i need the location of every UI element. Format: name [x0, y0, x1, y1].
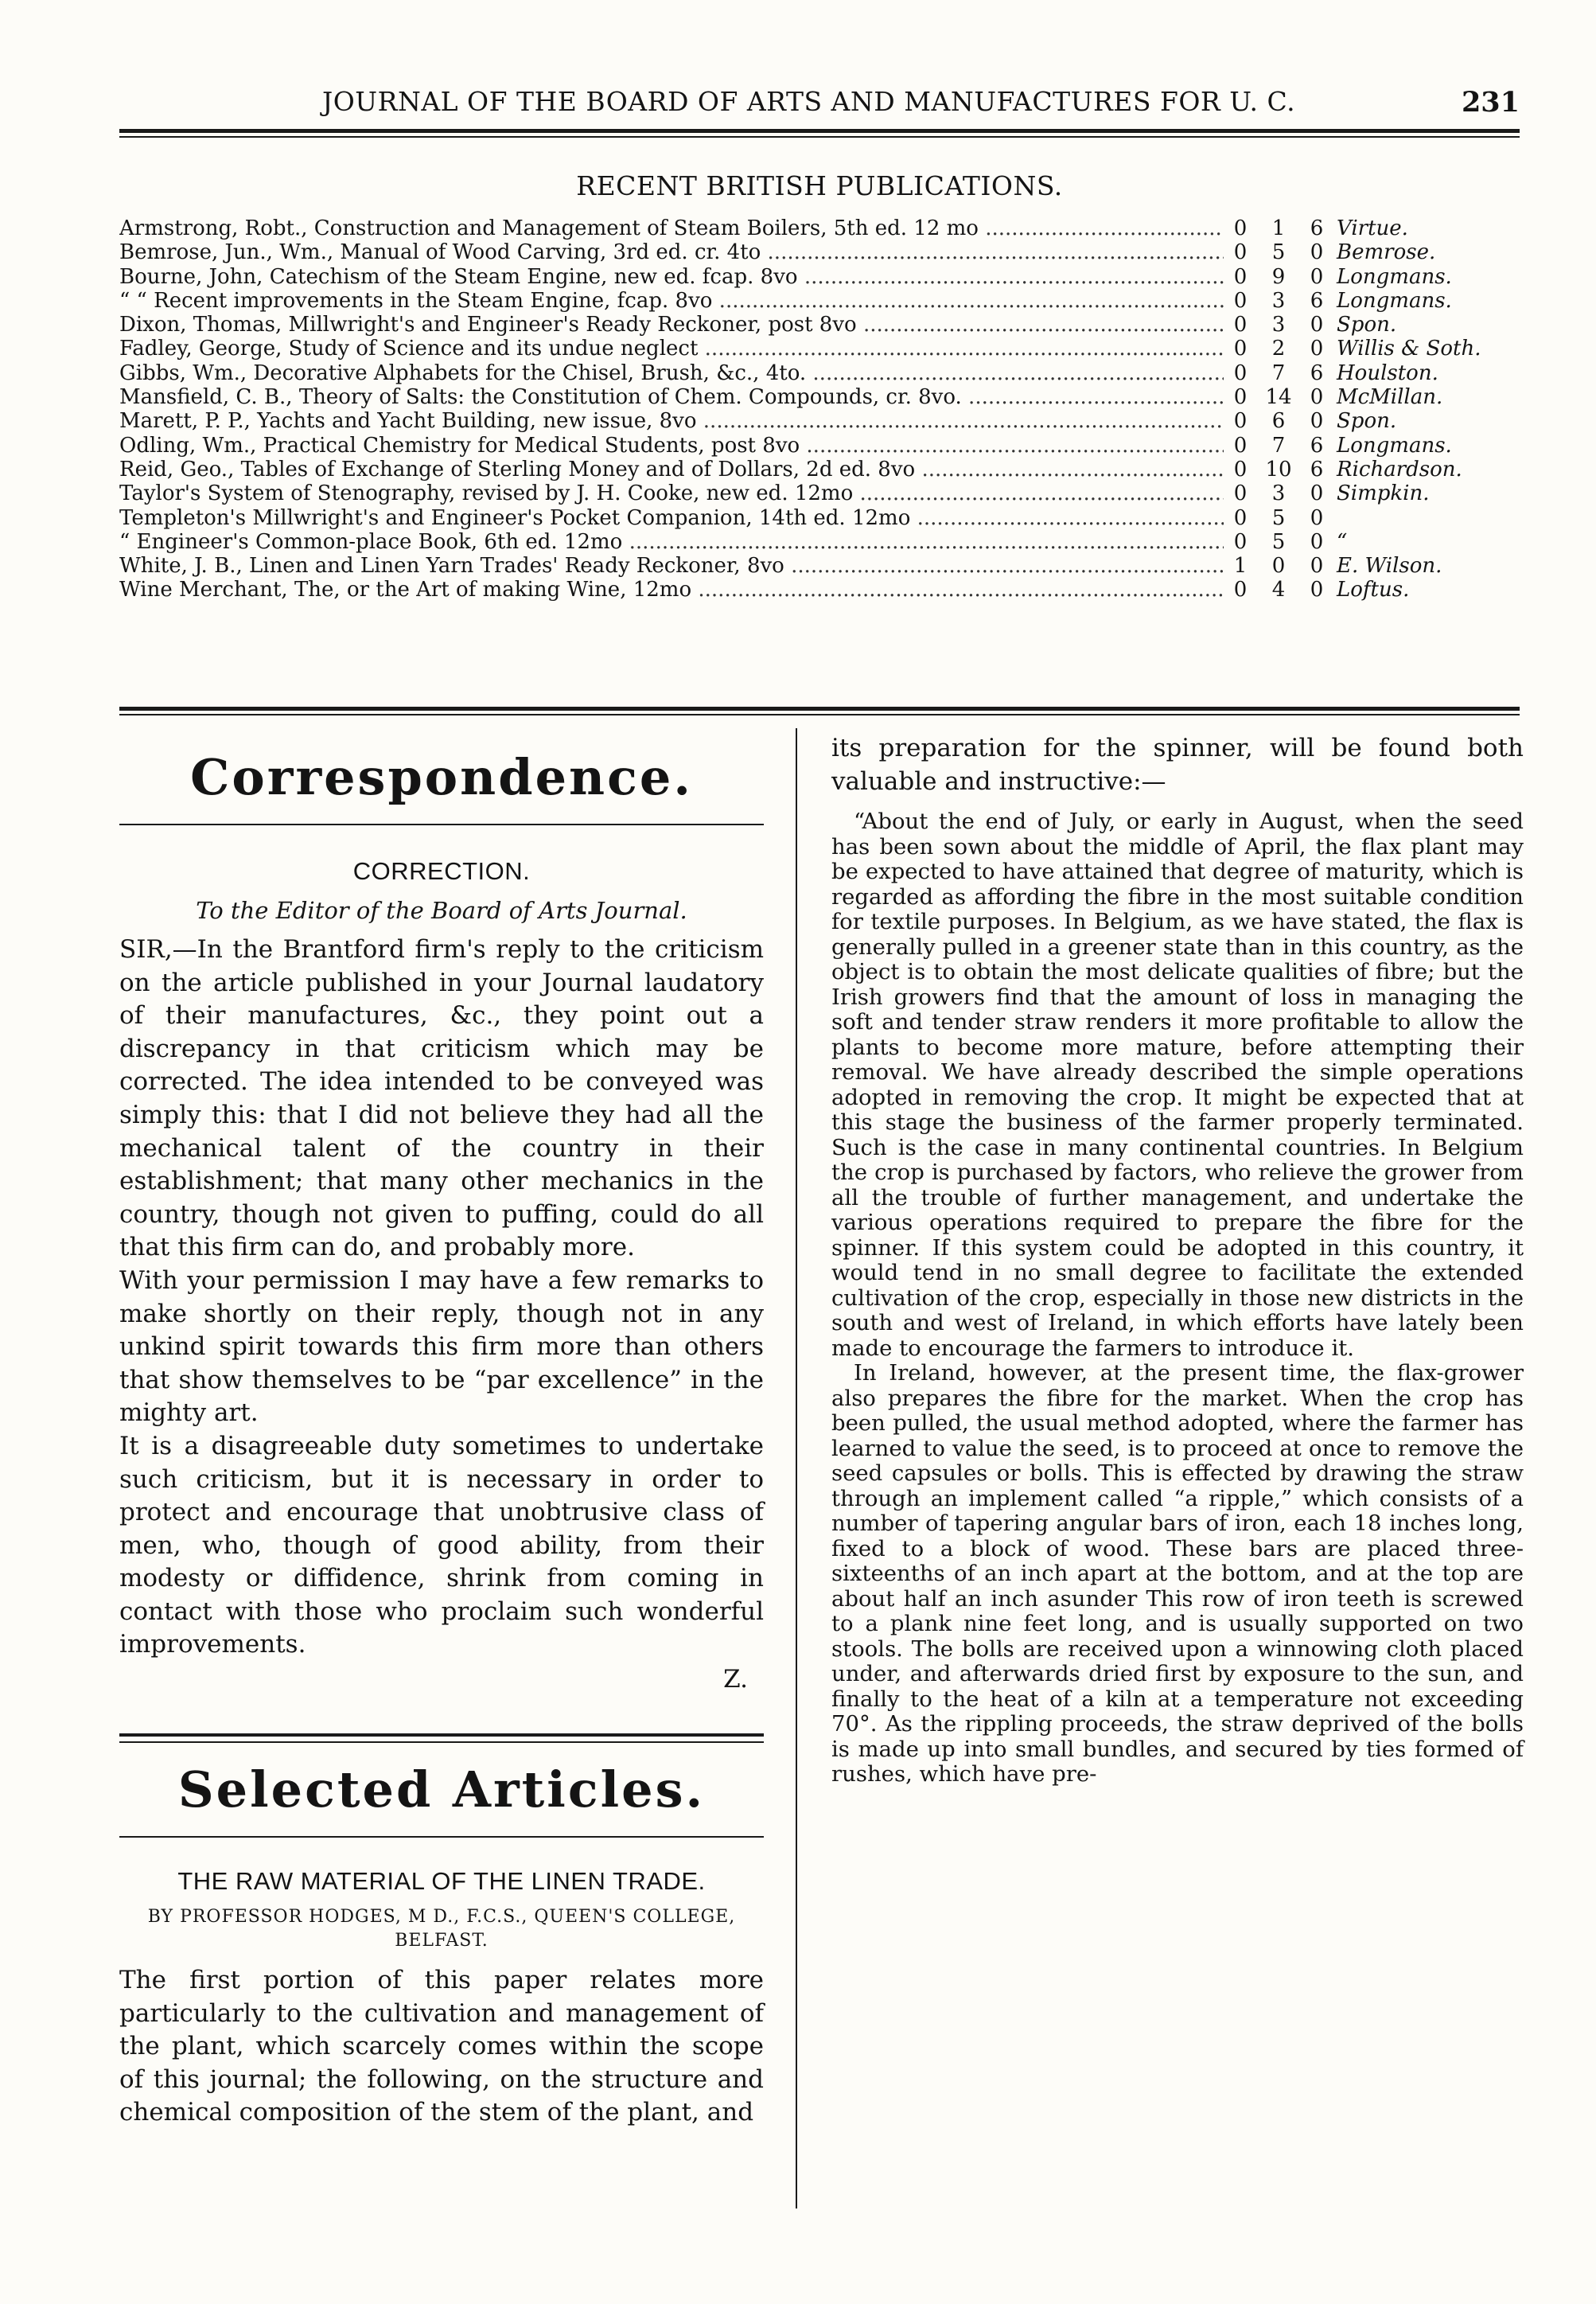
letter-signature: Z. — [723, 1665, 748, 1694]
price-shillings: 0 — [1271, 554, 1286, 579]
publication-row — [119, 240, 1520, 264]
article-continuation — [831, 732, 1524, 798]
correction-letter — [119, 934, 764, 1662]
publication-row — [119, 409, 1520, 433]
price-pence: 6 — [1310, 433, 1324, 458]
publication-row — [119, 506, 1520, 530]
publisher-name: Spon. — [1337, 409, 1397, 434]
price-pence: 6 — [1310, 361, 1324, 385]
price-pence: 0 — [1310, 240, 1324, 265]
price-pounds: 0 — [1233, 457, 1248, 481]
publication-row — [119, 361, 1520, 385]
correction-heading: CORRECTION. — [352, 857, 531, 885]
publisher-name: Willis & Soth. — [1337, 337, 1481, 361]
publication-title: Bourne, John, Catechism of the Steam Engine, new ed. fcap. 8vo ..... — [119, 265, 1224, 289]
price-pounds: 0 — [1233, 288, 1248, 313]
journal-title: JOURNAL OF THE BOARD OF ARTS AND MANUFACTURES FOR U. C. — [322, 86, 1296, 117]
publisher-name: E. Wilson. — [1337, 554, 1442, 579]
publication-row — [119, 216, 1520, 240]
publication-title: Odling, Wm., Practical Chemistry for Medical Students, post 8vo ..... — [119, 434, 1224, 458]
price-shillings: 5 — [1271, 505, 1286, 530]
price-shillings: 7 — [1271, 361, 1286, 385]
publications-heading: RECENT BRITISH PUBLICATIONS. — [576, 170, 1063, 201]
price-pounds: 0 — [1233, 505, 1248, 530]
publication-title: Mansfield, C. B., Theory of Salts: the Constitution of Chem. Compounds, cr. 8vo. ..... — [119, 385, 1224, 409]
article-title: THE RAW MATERIAL OF THE LINEN TRADE. — [177, 1867, 706, 1896]
price-pounds: 0 — [1233, 385, 1248, 410]
price-shillings: 5 — [1271, 240, 1286, 265]
publication-title: Reid, Geo., Tables of Exchange of Sterling Money and of Dollars, 2d ed. 8vo ..... — [119, 458, 1224, 481]
price-shillings: 3 — [1271, 481, 1286, 506]
publication-row — [119, 289, 1520, 313]
publisher-name: Simpkin. — [1337, 481, 1430, 506]
column-divider — [796, 728, 797, 2208]
publication-title: Dixon, Thomas, Millwright's and Engineer's Ready Reckoner, post 8vo ..... — [119, 313, 1224, 337]
price-pounds: 0 — [1233, 578, 1248, 602]
price-pence: 0 — [1310, 578, 1324, 602]
price-pounds: 0 — [1233, 264, 1248, 289]
article-intro — [119, 1964, 764, 2130]
section-rule — [119, 824, 764, 825]
publisher-name: Bemrose. — [1337, 240, 1436, 265]
section-rule — [119, 1741, 764, 1743]
article-body — [831, 809, 1524, 1787]
publication-title: Wine Merchant, The, or the Art of making Wine, 12mo ..... — [119, 578, 1224, 602]
article-paragraph: In Ireland, however, at the present time, the flax-grower also prepares the fibre for the market. When the crop has been pulled, the usual method adopted, where the farmer has learned to value the seed, is to proceed at once to remove the seed capsules or bolls. This is effected by drawing the straw through an implement called “a ripple,” which consists of a number of tapering angular bars of iron, each 18 inches long, fixed to a block of wood. These bars are placed three-sixteenths of an inch apart at the bottom, and at the top are about half an inch asunder This row of iron teeth is screwed to a plank nine feet long, and is usually supported on two stools. The bolls are received upon a winnowing cloth placed under, and afterwards dried first by exposure to the sun, and finally to the heat of a kiln at a temperature not exceeding 70°. As the rippling proceeds, the straw deprived of the bolls is made up into small bundles, and secured by ties formed of rushes, which have pre- — [831, 1360, 1524, 1787]
publications-list — [119, 216, 1520, 602]
publication-row — [119, 481, 1520, 505]
selected-articles-section-title: Selected Articles. — [177, 1760, 706, 1819]
section-rule — [119, 1836, 764, 1838]
price-pence: 0 — [1310, 385, 1324, 410]
left-column — [119, 732, 764, 2130]
article-intro-paragraph: The first portion of this paper relates more particularly to the cultivation and management of the plant, which scarcely comes within the scope of this journal; the following, on the structure and chemical composition of the stem of the plant, and — [119, 1966, 764, 2127]
publication-row — [119, 458, 1520, 481]
price-shillings: 7 — [1271, 433, 1286, 458]
publication-title: Fadley, George, Study of Science and its undue neglect ..... — [119, 337, 1224, 361]
publisher-name: Richardson. — [1337, 457, 1462, 481]
price-shillings: 6 — [1271, 409, 1286, 434]
article-paragraph: “About the end of July, or early in August, when the seed has been sown about the middle of April, the flax plant may be expected to have attained that degree of maturity, which is regarded as affording the fibre in the most suitable condition for textile purposes. In Belgium, as we have stated, the flax is generally pulled in a greener state than in this country, as the object is to obtain the most delicate qualities of fibre; but the Irish growers find that the amount of loss in managing the soft and tender straw renders it more profitable to allow the plants to become more mature, before attempting their removal. We have already described the simple operations adopted in removing the crop. It might be expected that at this stage the business of the farmer properly terminated. Such is the case in many continental countries. In Belgium the crop is purchased by factors, who relieve the grower from all the trouble of further management, and undertake the various operations required to prepare the fibre for the spinner. If this system could be adopted in this country, it would tend in no small degree to facilitate the extended cultivation of the crop, especially in those new districts in the south and west of Ireland, in which efforts have lately been made to encourage the farmers to introduce it. — [831, 809, 1524, 1361]
letter-paragraph: It is a disagreeable duty sometimes to undertake such criticism, but it is necessary in order to protect and encourage that unobtrusive class of men, who, though of good ability, from their modesty or diffidence, shrink from coming in contact with those who proclaim such wonderful improvements. — [119, 1431, 764, 1659]
publication-row — [119, 434, 1520, 458]
publication-row — [119, 337, 1520, 361]
price-shillings: 9 — [1271, 264, 1286, 289]
price-pence: 0 — [1310, 505, 1324, 530]
article-byline: BY PROFESSOR HODGES, M D., F.C.S., QUEEN'S COLLEGE, BELFAST. — [147, 1907, 736, 1951]
price-pounds: 0 — [1233, 361, 1248, 385]
publisher-name: Longmans. — [1337, 288, 1452, 313]
publication-row — [119, 313, 1520, 337]
running-header — [119, 86, 1520, 121]
to-editor-line: To the Editor of the Board of Arts Journal. — [196, 897, 687, 924]
publications-rule-thin — [119, 714, 1520, 715]
publication-title: “ Engineer's Common-place Book, 6th ed. 12mo ..... — [119, 530, 1224, 554]
page-number: 231 — [1461, 86, 1520, 119]
continuation-paragraph: its preparation for the spinner, will be found both valuable and instructive:— — [831, 734, 1524, 796]
letter-paragraph: SIR,—In the Brantford firm's reply to the criticism on the article published in your Journal laudatory of their manufactures, &c., they point out a discrepancy in that criticism which may be corrected. The idea intended to be conveyed was simply this: that I did not believe they had all the mechanical talent of the country in their establishment; that many other mechanics in the country, though not given to puffing, could do all that this firm can do, and probably more. — [119, 935, 764, 1262]
price-pounds: 0 — [1233, 337, 1248, 361]
publication-title: Gibbs, Wm., Decorative Alphabets for the Chisel, Brush, &c., 4to. ..... — [119, 361, 1224, 385]
publication-row — [119, 530, 1520, 554]
header-rule-thin — [119, 136, 1520, 138]
price-shillings: 1 — [1271, 216, 1286, 240]
publisher-name: McMillan. — [1337, 385, 1443, 410]
price-pounds: 0 — [1233, 433, 1248, 458]
price-shillings: 5 — [1271, 529, 1286, 554]
price-shillings: 4 — [1271, 578, 1286, 602]
price-pounds: 0 — [1233, 216, 1248, 240]
price-pence: 0 — [1310, 337, 1324, 361]
publication-row — [119, 554, 1520, 578]
price-pounds: 1 — [1233, 554, 1248, 579]
section-rule — [119, 1733, 764, 1737]
publisher-name: Longmans. — [1337, 433, 1452, 458]
price-pounds: 0 — [1233, 529, 1248, 554]
price-pounds: 0 — [1233, 313, 1248, 337]
publication-title: White, J. B., Linen and Linen Yarn Trades' Ready Reckoner, 8vo ..... — [119, 554, 1224, 578]
publication-row — [119, 578, 1520, 602]
price-pounds: 0 — [1233, 240, 1248, 265]
letter-paragraph: With your permission I may have a few remarks to make shortly on their reply, though not in any unkind spirit towards this firm more than others that show themselves to be “par excellence” in the mighty art. — [119, 1265, 764, 1428]
publication-title: Bemrose, Jun., Wm., Manual of Wood Carving, 3rd ed. cr. 4to ..... — [119, 240, 1224, 264]
publication-title: Marett, P. P., Yachts and Yacht Building, new issue, 8vo ..... — [119, 409, 1224, 433]
publication-row — [119, 385, 1520, 409]
correspondence-section-title: Correspondence. — [190, 748, 693, 806]
price-pence: 6 — [1310, 288, 1324, 313]
price-pence: 0 — [1310, 409, 1324, 434]
price-pence: 0 — [1310, 313, 1324, 337]
publication-title: Armstrong, Robt., Construction and Management of Steam Boilers, 5th ed. 12 mo ..... — [119, 216, 1224, 240]
price-pounds: 0 — [1233, 409, 1248, 434]
publisher-name: Virtue. — [1337, 216, 1408, 240]
price-shillings: 2 — [1271, 337, 1286, 361]
publisher-name: Spon. — [1337, 313, 1397, 337]
publications-rule — [119, 707, 1520, 711]
publisher-name: Longmans. — [1337, 264, 1452, 289]
price-pence: 6 — [1310, 216, 1324, 240]
header-rule — [119, 129, 1520, 133]
price-pence: 0 — [1310, 264, 1324, 289]
right-column — [831, 732, 1524, 1787]
price-shillings: 10 — [1265, 457, 1292, 481]
publication-row — [119, 265, 1520, 289]
price-pence: 6 — [1310, 457, 1324, 481]
price-shillings: 3 — [1271, 313, 1286, 337]
publication-title: Templeton's Millwright's and Engineer's Pocket Companion, 14th ed. 12mo ..... — [119, 506, 1224, 530]
publisher-name: “ — [1337, 529, 1348, 554]
publisher-name: Houlston. — [1337, 361, 1438, 385]
publication-title: Taylor's System of Stenography, revised by J. H. Cooke, new ed. 12mo ..... — [119, 481, 1224, 505]
price-pence: 0 — [1310, 529, 1324, 554]
price-pence: 0 — [1310, 481, 1324, 506]
price-shillings: 14 — [1265, 385, 1292, 410]
publisher-name: Loftus. — [1337, 578, 1410, 602]
price-pence: 0 — [1310, 554, 1324, 579]
price-pounds: 0 — [1233, 481, 1248, 506]
publication-title: “ “ Recent improvements in the Steam Engine, fcap. 8vo ..... — [119, 289, 1224, 313]
price-shillings: 3 — [1271, 288, 1286, 313]
